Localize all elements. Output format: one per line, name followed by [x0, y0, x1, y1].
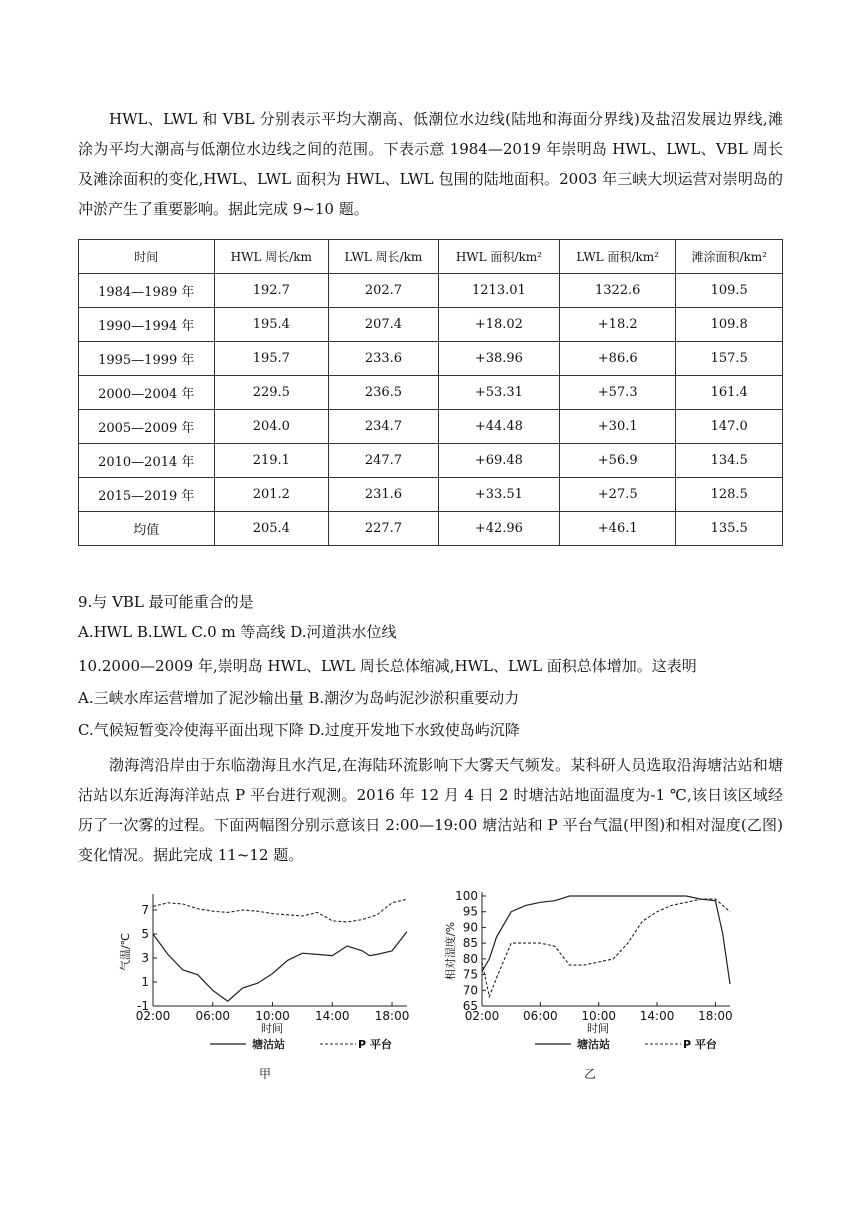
y-tick-label: 70: [462, 983, 478, 998]
table-row: [79, 342, 783, 376]
question-10-options-line1: A.三峡水库运营增加了泥沙输出量 B.潮汐为岛屿泥沙淤积重要动力: [78, 689, 520, 707]
table-cell: 231.6: [329, 478, 439, 512]
table-row: [79, 512, 783, 546]
table-cell: +46.1: [560, 512, 676, 546]
table-cell: 134.5: [676, 444, 783, 478]
x-tick-label: 18:00: [374, 1009, 410, 1023]
table-row: [79, 376, 783, 410]
table-cell: +38.96: [438, 342, 559, 376]
y-axis-label: 气温/℃: [119, 932, 132, 972]
table-header-cell: HWL 面积/km²: [438, 240, 559, 274]
question-9-stem: 9.与 VBL 最可能重合的是: [78, 593, 254, 611]
table-cell: 234.7: [329, 410, 439, 444]
table-header-cell: LWL 面积/km²: [560, 240, 676, 274]
table-cell: 195.7: [214, 342, 329, 376]
table-row: [79, 274, 783, 308]
table-cell: 147.0: [676, 410, 783, 444]
table-cell: 157.5: [676, 342, 783, 376]
table-cell: +30.1: [560, 410, 676, 444]
y-tick-label: 75: [462, 967, 478, 982]
table-cell: 1984—1989 年: [79, 274, 215, 308]
table-cell: 1322.6: [560, 274, 676, 308]
chart-caption: 甲: [258, 1067, 272, 1081]
intro-paragraph-2: 渤海湾沿岸由于东临渤海且水汽足,在海陆环流影响下大雾天气频发。某科研人员选取沿海塘沽站和塘沽站以东近海海洋站点 P 平台进行观测。2016 年 12 月 4 日 2 时塘沽站地面温度为-1 ℃,该日该区域经历了一次雾的过程。下面两幅图分别示意该日 2:00—19:00 塘沽站和 P 平台气温(甲图)和相对湿度(乙图)变化情况。据此完成 11~12 题。: [78, 756, 783, 864]
table-cell: 227.7: [329, 512, 439, 546]
table-cell: 233.6: [329, 342, 439, 376]
table-header-cell: HWL 周长/km: [214, 240, 329, 274]
y-tick-label: 90: [462, 920, 478, 935]
table-cell: 161.4: [676, 376, 783, 410]
table-cell: 229.5: [214, 376, 329, 410]
table-cell: 1990—1994 年: [79, 308, 215, 342]
table-cell: 2005—2009 年: [79, 410, 215, 444]
question-9-options: A.HWL B.LWL C.0 m 等高线 D.河道洪水位线: [78, 623, 397, 641]
table-cell: 2010—2014 年: [79, 444, 215, 478]
chart-jia-temperature: [115, 888, 415, 1088]
table-header-cell: 时间: [79, 240, 215, 274]
table-cell: +27.5: [560, 478, 676, 512]
table-cell: 135.5: [676, 512, 783, 546]
table-cell: 247.7: [329, 444, 439, 478]
table-cell: +86.6: [560, 342, 676, 376]
table-row: [79, 410, 783, 444]
x-tick-label: 06:00: [523, 1009, 558, 1023]
question-10-options-line2: C.气候短暂变冷使海平面出现下降 D.过度开发地下水致使岛屿沉降: [78, 721, 520, 739]
x-tick-label: 02:00: [135, 1009, 171, 1023]
series-line-tanggu: [153, 932, 407, 1002]
legend-label-p-platform: P 平台: [358, 1038, 392, 1051]
chart-caption: 乙: [583, 1067, 597, 1081]
table-cell: 192.7: [214, 274, 329, 308]
y-tick-label: 7: [141, 903, 149, 917]
table-cell: 1213.01: [438, 274, 559, 308]
y-tick-label: 85: [462, 936, 478, 951]
chongming-data-table: [78, 239, 783, 546]
table-cell: 236.5: [329, 376, 439, 410]
legend-label-tanggu: 塘沽站: [252, 1038, 285, 1051]
table-cell: 201.2: [214, 478, 329, 512]
table-cell: +69.48: [438, 444, 559, 478]
y-axis-label: 相对湿度/%: [444, 921, 457, 981]
table-cell: +56.9: [560, 444, 676, 478]
table-cell: 205.4: [214, 512, 329, 546]
y-tick-label: 95: [462, 904, 478, 919]
legend-label-tanggu: 塘沽站: [577, 1038, 610, 1051]
y-tick-label: 1: [141, 975, 149, 989]
series-line-tanggu: [482, 896, 730, 984]
table-cell: 207.4: [329, 308, 439, 342]
table-cell: +57.3: [560, 376, 676, 410]
y-tick-label: 80: [462, 951, 478, 966]
series-line-p-platform: [153, 899, 407, 922]
x-axis-label: 时间: [261, 1022, 283, 1035]
table-cell: 2000—2004 年: [79, 376, 215, 410]
x-tick-label: 02:00: [464, 1009, 500, 1023]
chart-yi-humidity: [440, 888, 740, 1088]
table-cell: 均值: [79, 512, 215, 546]
table-cell: 2015—2019 年: [79, 478, 215, 512]
table-cell: +53.31: [438, 376, 559, 410]
table-cell: +42.96: [438, 512, 559, 546]
legend-label-p-platform: P 平台: [683, 1038, 717, 1051]
table-cell: +33.51: [438, 478, 559, 512]
y-tick-label: 3: [141, 951, 149, 965]
table-cell: 109.5: [676, 274, 783, 308]
y-tick-label: -1: [137, 999, 149, 1013]
table-cell: 1995—1999 年: [79, 342, 215, 376]
table-cell: 195.4: [214, 308, 329, 342]
table-cell: +18.2: [560, 308, 676, 342]
y-tick-label: 5: [141, 927, 149, 941]
x-tick-label: 10:00: [255, 1009, 290, 1023]
series-line-p-platform: [482, 899, 730, 997]
table-header-cell: LWL 周长/km: [329, 240, 439, 274]
table-header-cell: 滩涂面积/km²: [676, 240, 783, 274]
x-axis-label: 时间: [587, 1022, 609, 1035]
y-tick-label: 100: [455, 889, 478, 903]
table-cell: 202.7: [329, 274, 439, 308]
x-tick-label: 14:00: [314, 1009, 350, 1023]
x-tick-label: 06:00: [195, 1009, 231, 1023]
table-cell: 219.1: [214, 444, 329, 478]
table-cell: 128.5: [676, 478, 783, 512]
table-cell: +44.48: [438, 410, 559, 444]
x-tick-label: 18:00: [698, 1009, 733, 1023]
table-row: [79, 478, 783, 512]
x-tick-label: 10:00: [581, 1009, 617, 1023]
table-row: [79, 444, 783, 478]
x-tick-label: 14:00: [639, 1009, 675, 1023]
table-row: [79, 308, 783, 342]
table-header-row: [79, 240, 783, 274]
y-tick-label: 65: [462, 999, 478, 1013]
table-cell: 204.0: [214, 410, 329, 444]
table-cell: 109.8: [676, 308, 783, 342]
table-cell: +18.02: [438, 308, 559, 342]
question-10-stem: 10.2000—2009 年,崇明岛 HWL、LWL 周长总体缩减,HWL、LWL 面积总体增加。这表明: [78, 657, 697, 675]
intro-paragraph-1: HWL、LWL 和 VBL 分别表示平均大潮高、低潮位水边线(陆地和海面分界线)及盐沼发展边界线,滩涂为平均大潮高与低潮位水边线之间的范围。下表示意 1984—2019 年崇明岛 HWL、LWL、VBL 周长及滩涂面积的变化,HWL、LWL 面积为 HWL、LWL 包围的陆地面积。2003 年三峡大坝运营对崇明岛的冲淤产生了重要影响。据此完成 9~10 题。: [78, 110, 783, 218]
